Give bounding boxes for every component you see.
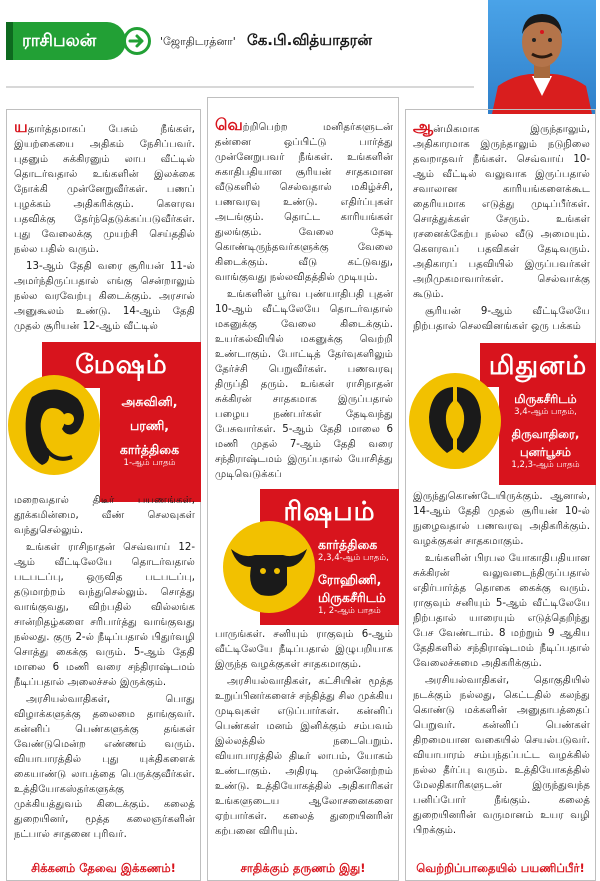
section-tag-label: ராசிபலன் <box>22 31 97 51</box>
rishabam-paragraph: உங்களின் பூர்வ புண்யாதிபதி புதன் 10-ஆம் வீட்டிலேயே தொடர்வதால் மகனுக்கு வேலை கிடைக்கும். உயர்கல்வியில் மகனுக்கு வெற்றி உண்டாகும். போட்டித் தேர்வுகளிலும் தேர்ச்சி பெறுவீர்கள். பணவரவு திருப்தி தரும். உங்கள் ராசிநாதன் சுக்கிரன் சாதகமாக இருப்பதால் பழைய நண்பர்கள் தேடிவந்து பேசுவார்கள். 5-ஆம் தேதி மாலை 6 மணி முதல் 7-ஆம் தேதி வரை சந்திராஷ்டமம் இருப்பதால் யோசித்து முடிவெடுக்கப் <box>215 289 393 480</box>
tag-bar <box>6 22 13 60</box>
star-name: கார்த்திகை <box>318 537 378 552</box>
star-name: பரணி, <box>129 418 170 433</box>
twins-icon <box>407 367 503 475</box>
mesham-paragraph: உங்கள் ராசிநாதன் செவ்வாய் 12-ஆம் வீட்டிலேயே தொடர்வதால் படபடப்பு, ஒருவித படபடப்பு, தடுமாற்றம் வந்துசெல்லும். சொத்து வாங்குவது, விற்பதில் வில்லங்க சான்றிதழ்களை சரிபார்த்து வாங்குவது நல்லது. குரு 2-ல் நீடிப்பதால் பிதுர்வழி சொத்து கைக்கு வரும். 5-ஆம் தேதி மாலை 6 மணி வரை சந்திராஷ்டமம் நீடிப்பதால் அலைச்சல் இருக்கும். <box>14 542 195 688</box>
mesham-paragraph: யதார்த்தமாகப் பேசும் நீங்கள், இயற்கையை அதிகம் நேசிப்பவர். புதனும் சுக்கிரனும் லாப வீட்டில் தொடர்வதால் உங்களின் இலக்கை நோக்கி முன்னேறுவீர்கள். பணப் புழக்கம் அதிகரிக்கும். கௌரவ பதவிக்கு தேர்ந்தெடுக்கப்படுவீர்கள். புது வேலைக்கு முயற்சி செய்ததில் நல்ல பதில் வரும். <box>14 117 195 255</box>
rishabam-text-top <box>215 117 393 484</box>
mithunam-paragraph: உங்களின் பிரபல யோகாதிபதியான சுக்கிரன் வலுவடைந்திருப்பதால் எதிர்பார்த்த தொகை கைக்கு வரும். ராகுவும் சனியும் 5-ஆம் வீட்டிலேயே நிற்பதால் யாரையும் எடுத்தெறிந்து பேச வேண்டாம். 8 மற்றும் 9 ஆகிய தேதிகளில் சந்திராஷ்டமம் நீடிப்பதால் வேலைச்சுமை அதிகரிக்கும். <box>413 553 590 669</box>
author-honorific: 'ஜோதிடரத்னா' <box>160 35 236 48</box>
star-name: மிருகசீரிடம் <box>318 590 386 605</box>
mithunam-footer: வெற்றிப்பாதையில் பயணிப்பீர்! <box>416 861 585 875</box>
mesham-paragraph: 13-ஆம் தேதி வரை சூரியன் 11-ல் அமர்ந்திருப்பதால் எங்கு சென்றாலும் நல்ல வரவேற்பு கிடைக்கும். அரசால் அனுகூலம் உண்டு. 14-ஆம் தேதி முதல் சூரியன் 12-ஆம் வீட்டில் <box>14 261 195 332</box>
mesham-sign-title: மேஷம் <box>42 342 201 388</box>
rishabam-dropcap: வெ <box>215 115 243 134</box>
author-name: கே.பி.வித்யாதரன் <box>247 31 372 49</box>
mithunam-sign-title: மிதுனம் <box>480 343 596 387</box>
star-pada: 2,3,4-ஆம் பாதம், <box>318 553 389 563</box>
author-byline <box>160 31 372 51</box>
star-name: கார்த்திகை <box>119 442 180 457</box>
star-name: ரோஹிணி, <box>318 572 382 587</box>
mesham-dropcap: ய <box>14 117 28 136</box>
star-name: அசுவினி, <box>121 394 178 409</box>
mesham-star-box <box>100 388 201 502</box>
mithunam-text-top <box>413 119 590 336</box>
rishabam-sign-title: ரிஷபம் <box>260 489 399 533</box>
mithunam-paragraph: ஆன்மிகமாக இருந்தாலும், அதிகாரமாக இருந்தாலும் நடுநிலை தவறாதவர் நீங்கள். செவ்வாய் 10-ஆம் வீட்டில் வலுவாக இருப்பதால் சவாலான காரியங்களைக்கூட தைரியமாக எடுத்து முடிப்பீர்கள். சொத்துக்கள் சேரும். உங்கள் ரசனைக்கேற்ப நல்ல வீடு அமையும். கௌரவப் பதவிகள் தேடிவரும். அதிகாரப் பதவியில் இருப்பவர்கள் அறிமுகமாவார்கள். செல்வாக்கு கூடும். <box>413 117 590 300</box>
mesham-paragraph: அரசியல்வாதிகள், பொது விழாக்களுக்கு தலைமை தாங்குவர். கன்னிப் பெண்களுக்கு தங்கள் வேண்டுமென்ற எண்ணம் வரும். வியாபாரத்தில் புது யுக்திகளைக் கையாண்டு லாபத்தை பெருக்குவீர்கள். உத்தியோகஸ்தர்களுக்கு முக்கியத்துவம் கிடைக்கும். கலைத் துறையினர், மூத்த கலைஞர்களின் நட்பால் சாதனை புரிவர். <box>14 694 195 840</box>
star-pada: 1,2,3-ஆம் பாதம் <box>511 460 580 470</box>
rishabam-paragraph: பாருங்கள். சனியும் ராகுவும் 6-ஆம் வீட்டிலேயே நீடிப்பதால் இழுபறியாக இருந்த வழக்குகள் சாதகமாகும். <box>215 629 393 670</box>
mesham-text-bottom <box>14 493 195 844</box>
star-pada: 1-ஆம் பாதம் <box>123 458 176 468</box>
section-tag <box>6 22 126 60</box>
header-divider <box>6 86 474 88</box>
mithunam-paragraph: சூரியன் 9-ஆம் வீட்டிலேயே நிற்பதால் செலவினங்கள் ஒரு பக்கம் <box>413 306 590 332</box>
bull-icon <box>221 515 317 619</box>
rishabam-paragraph: வெற்றிபெற்ற மனிதர்களுடன் தன்னை ஒப்பிட்டு பார்த்து முன்னேறுபவர் நீங்கள். உங்களின் சுகாதிபதியான சூரியன் சாதகமான வீடுகளில் செல்வதால் மகிழ்ச்சி, பணவரவு உண்டு. எதிர்ப்புகள் அடங்கும். தொட்ட காரியங்கள் துலங்கும். வேலை தேடி கொண்டிருந்தவர்களுக்கு வேலை கிடைக்கும். வீடு கட்டுவது, வாங்குவது நல்லவிதத்தில் முடியும். <box>215 115 393 283</box>
star-pada: 1, 2-ஆம் பாதம் <box>318 606 381 616</box>
arrow-right-icon <box>123 27 151 55</box>
star-name: திருவாதிரை, <box>511 427 580 441</box>
mithunam-stars <box>501 391 590 479</box>
rishabam-stars <box>318 537 393 625</box>
column-mesham <box>6 97 201 881</box>
mesham-text-top <box>14 119 195 336</box>
mesham-stars <box>104 394 195 477</box>
column-mithunam <box>405 97 596 881</box>
mithunam-paragraph: இருந்துகொண்டேயிருக்கும். ஆனால், 14-ஆம் தேதி முதல் சூரியன் 10-ல் நுழைவதால் பணவரவு அதிகரிக்கும். வழக்குகள் சாதகமாகும். <box>413 491 590 547</box>
star-pada: 3,4-ஆம் பாதம், <box>514 407 577 417</box>
ram-icon <box>6 369 104 485</box>
mesham-footer: சிக்கனம் தேவை இக்கணம்! <box>31 861 176 875</box>
rishabam-footer: சாதிக்கும் தருணம் இது! <box>240 861 366 875</box>
rishabam-paragraph: அரசியல்வாதிகள், கட்சியின் மூத்த உறுப்பினர்களைச் சந்தித்து சில முக்கிய முடிவுகள் எடுப்பார்கள். கன்னிப் பெண்கள் மனம் இனிக்கும் சம்பவம் இல்லத்தில் நடைபெறும். வியாபாரத்தில் திடீர் லாபம், யோகம் உண்டாகும். அதிரடி முன்னேற்றம் உண்டு. உத்தியோகத்தில் அதிகாரிகள் உங்களுடைய ஆலோசனைகளை ஏற்பார்கள். கலைத் துறையினரின் கற்பனை விரியும். <box>215 676 393 837</box>
column-rishabam <box>207 97 399 881</box>
mithunam-star-box <box>499 387 596 485</box>
mithunam-paragraph: அரசியல்வாதிகள், தொகுதியில் நடக்கும் நல்லது, கெட்டதில் கலந்து கொண்டு மக்களின் அனுதாபத்தைப் பெறுவர். கன்னிப் பெண்கள் திறமையான வகையில் செயல்படுவர். வியாபாரம் சம்பந்தப்பட்ட வழக்கில் நல்ல தீர்ப்பு வரும். உத்தியோகத்தில் மேலதிகாரிகளுடன் இருந்துவந்த பனிப்போர் நீங்கும். கலைத் துறையினரின் வருமானம் உயர வழி பிறக்கும். <box>413 675 590 836</box>
mesham-paragraph: மறைவதால் திடீர் பயணங்கள், தூக்கமின்மை, வீண் செலவுகள் வந்துசெல்லும். <box>14 495 195 536</box>
star-name: மிருகசீரிடம் <box>514 392 577 406</box>
mithunam-dropcap: ஆ <box>413 117 434 136</box>
mithunam-text-bottom <box>413 489 590 840</box>
rishabam-text-bottom <box>215 627 393 841</box>
star-name: புனர்பூசம் <box>519 445 572 459</box>
